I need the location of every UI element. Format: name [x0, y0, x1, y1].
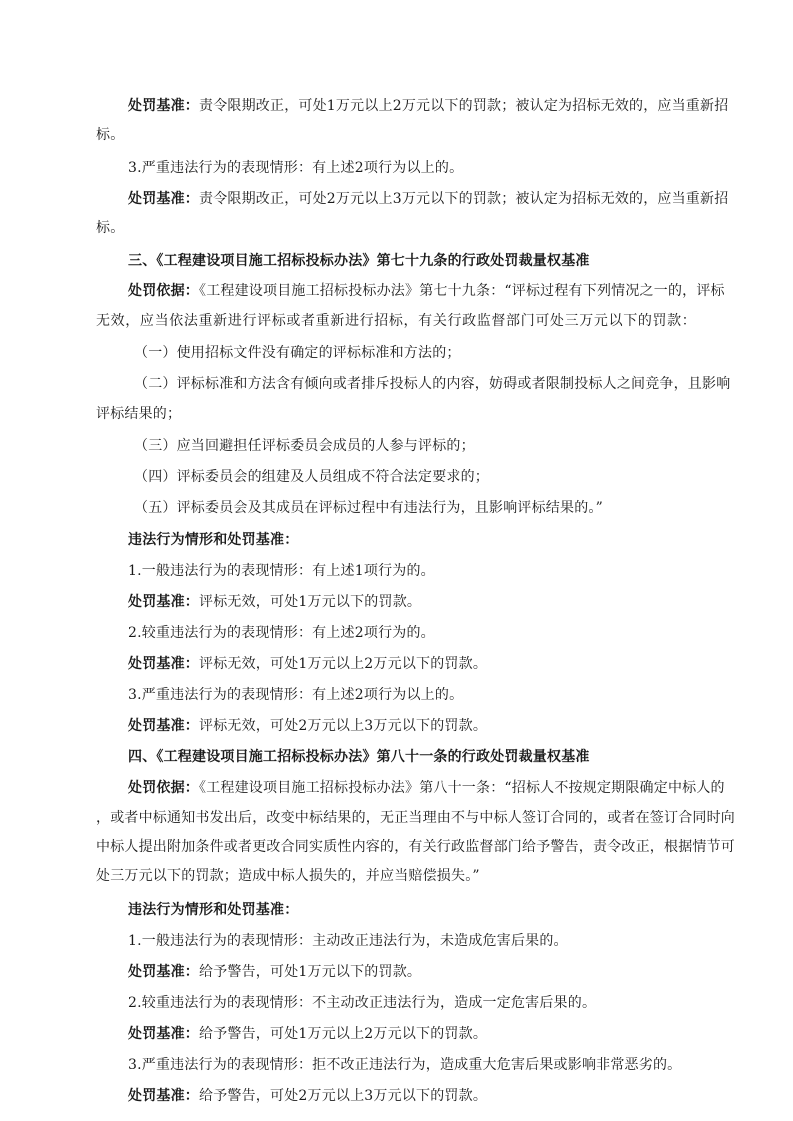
severity-line	[128, 1055, 698, 1075]
line-text: 给予警告，可处1万元以下的罚款。	[199, 964, 422, 980]
line-text: （四）评标委员会的组建及人员组成不符合法定要求的；	[134, 469, 489, 485]
line-text: 评标无效，可处1万元以下的罚款。	[199, 594, 422, 610]
bold-label: 处罚基准：	[128, 656, 199, 672]
severity-line	[128, 993, 698, 1013]
line-text: 标。	[96, 220, 125, 236]
section-heading-4	[128, 747, 728, 767]
list-item	[134, 467, 698, 487]
bold-label: 处罚依据：	[128, 780, 199, 796]
line-text: 2.较重违法行为的表现情形：有上述2项行为的。	[128, 625, 435, 641]
severity-line	[128, 931, 698, 951]
bold-label: 处罚基准：	[128, 718, 199, 734]
line-text: 给予警告，可处1万元以上2万元以下的罚款。	[199, 1026, 488, 1042]
line-text: （五）评标委员会及其成员在评标过程中有违法行为，且影响评标结果的。”	[134, 500, 603, 516]
subheading	[128, 530, 728, 550]
severity-line	[128, 685, 698, 705]
severity-line	[128, 158, 698, 178]
line-text: 3.严重违法行为的表现情形：拒不改正违法行为，造成重大危害后果或影响非常恶劣的。	[128, 1057, 682, 1073]
section-heading-3	[128, 251, 728, 271]
penalty-standard-line	[128, 962, 698, 982]
line-text: 3.严重违法行为的表现情形：有上述2项行为以上的。	[128, 687, 464, 703]
line-text: 《工程建设项目施工招标投标办法》第八十一条：“招标人不按规定期限确定中标人的	[199, 780, 725, 796]
line-text: 责令限期改正，可处2万元以上3万元以下的罚款；被认定为招标无效的，应当重新招	[199, 191, 729, 207]
bold-label: 处罚基准：	[128, 964, 199, 980]
continuation-line	[96, 837, 735, 857]
line-text: 标。	[96, 127, 125, 143]
penalty-standard-line	[128, 716, 698, 736]
continuation-line	[96, 311, 696, 331]
line-text: 《工程建设项目施工招标投标办法》第七十九条：“评标过程有下列情况之一的，评标	[199, 283, 725, 299]
line-text: 评标无效，可处2万元以上3万元以下的罚款。	[199, 718, 488, 734]
bold-label: 处罚基准：	[128, 98, 199, 114]
list-item	[134, 498, 698, 518]
line-text: 处三万元以下的罚款；造成中标人损失的，并应当赔偿损失。”	[96, 868, 480, 884]
list-item	[134, 343, 698, 363]
penalty-standard-line	[128, 1024, 698, 1044]
penalty-standard-line	[128, 654, 698, 674]
line-text: 责令限期改正，可处1万元以上2万元以下的罚款；被认定为招标无效的，应当重新招	[199, 98, 729, 114]
subheading	[128, 900, 728, 920]
line-text: ，或者中标通知书发出后，改变中标结果的，无正当理由不与中标人签订合同的，或者在签订合同时向	[96, 810, 735, 826]
bold-label: 处罚基准：	[128, 1088, 199, 1104]
subheading-text: 违法行为情形和处罚基准：	[128, 532, 299, 548]
continuation-line	[96, 404, 696, 424]
bold-label: 处罚基准：	[128, 191, 199, 207]
line-text: 1.一般违法行为的表现情形：主动改正违法行为，未造成危害后果的。	[128, 933, 568, 949]
line-text: （二）评标标准和方法含有倾向或者排斥投标人的内容，妨碍或者限制投标人之间竞争，且影响	[134, 376, 731, 392]
line-text: （三）应当回避担任评标委员会成员的人参与评标的；	[134, 438, 475, 454]
line-text: 中标人提出附加条件或者更改合同实质性内容的，有关行政监督部门给予警告，责令改正，根据情节可	[96, 839, 735, 855]
line-text: 2.较重违法行为的表现情形：不主动改正违法行为，造成一定危害后果的。	[128, 995, 597, 1011]
penalty-standard-line	[128, 96, 729, 116]
continuation-line	[96, 808, 735, 828]
penalty-standard-line	[128, 189, 729, 209]
continuation-line	[96, 218, 696, 238]
section-heading-text: 四、《工程建设项目施工招标投标办法》第八十一条的行政处罚裁量权基准	[128, 749, 590, 765]
section-heading-text: 三、《工程建设项目施工招标投标办法》第七十九条的行政处罚裁量权基准	[128, 253, 590, 269]
line-text: 3.严重违法行为的表现情形：有上述2项行为以上的。	[128, 160, 464, 176]
line-text: 无效，应当依法重新进行评标或者重新进行招标，有关行政监督部门可处三万元以下的罚款：	[96, 313, 696, 329]
penalty-basis-line	[128, 281, 725, 301]
bold-label: 处罚基准：	[128, 1026, 199, 1042]
bold-label: 处罚依据：	[128, 283, 199, 299]
bold-label: 处罚基准：	[128, 594, 199, 610]
list-item	[134, 374, 731, 394]
line-text: （一）使用招标文件没有确定的评标标准和方法的；	[134, 345, 461, 361]
severity-line	[128, 623, 698, 643]
subheading-text: 违法行为情形和处罚基准：	[128, 902, 299, 918]
continuation-line	[96, 125, 696, 145]
continuation-line	[96, 866, 696, 886]
severity-line	[128, 561, 698, 581]
penalty-standard-line	[128, 592, 698, 612]
list-item	[134, 436, 698, 456]
line-text: 评标结果的；	[96, 406, 182, 422]
line-text: 评标无效，可处1万元以上2万元以下的罚款。	[199, 656, 488, 672]
penalty-basis-line	[128, 778, 725, 798]
line-text: 给予警告，可处2万元以上3万元以下的罚款。	[199, 1088, 488, 1104]
line-text: 1.一般违法行为的表现情形：有上述1项行为的。	[128, 563, 435, 579]
penalty-standard-line	[128, 1086, 698, 1106]
